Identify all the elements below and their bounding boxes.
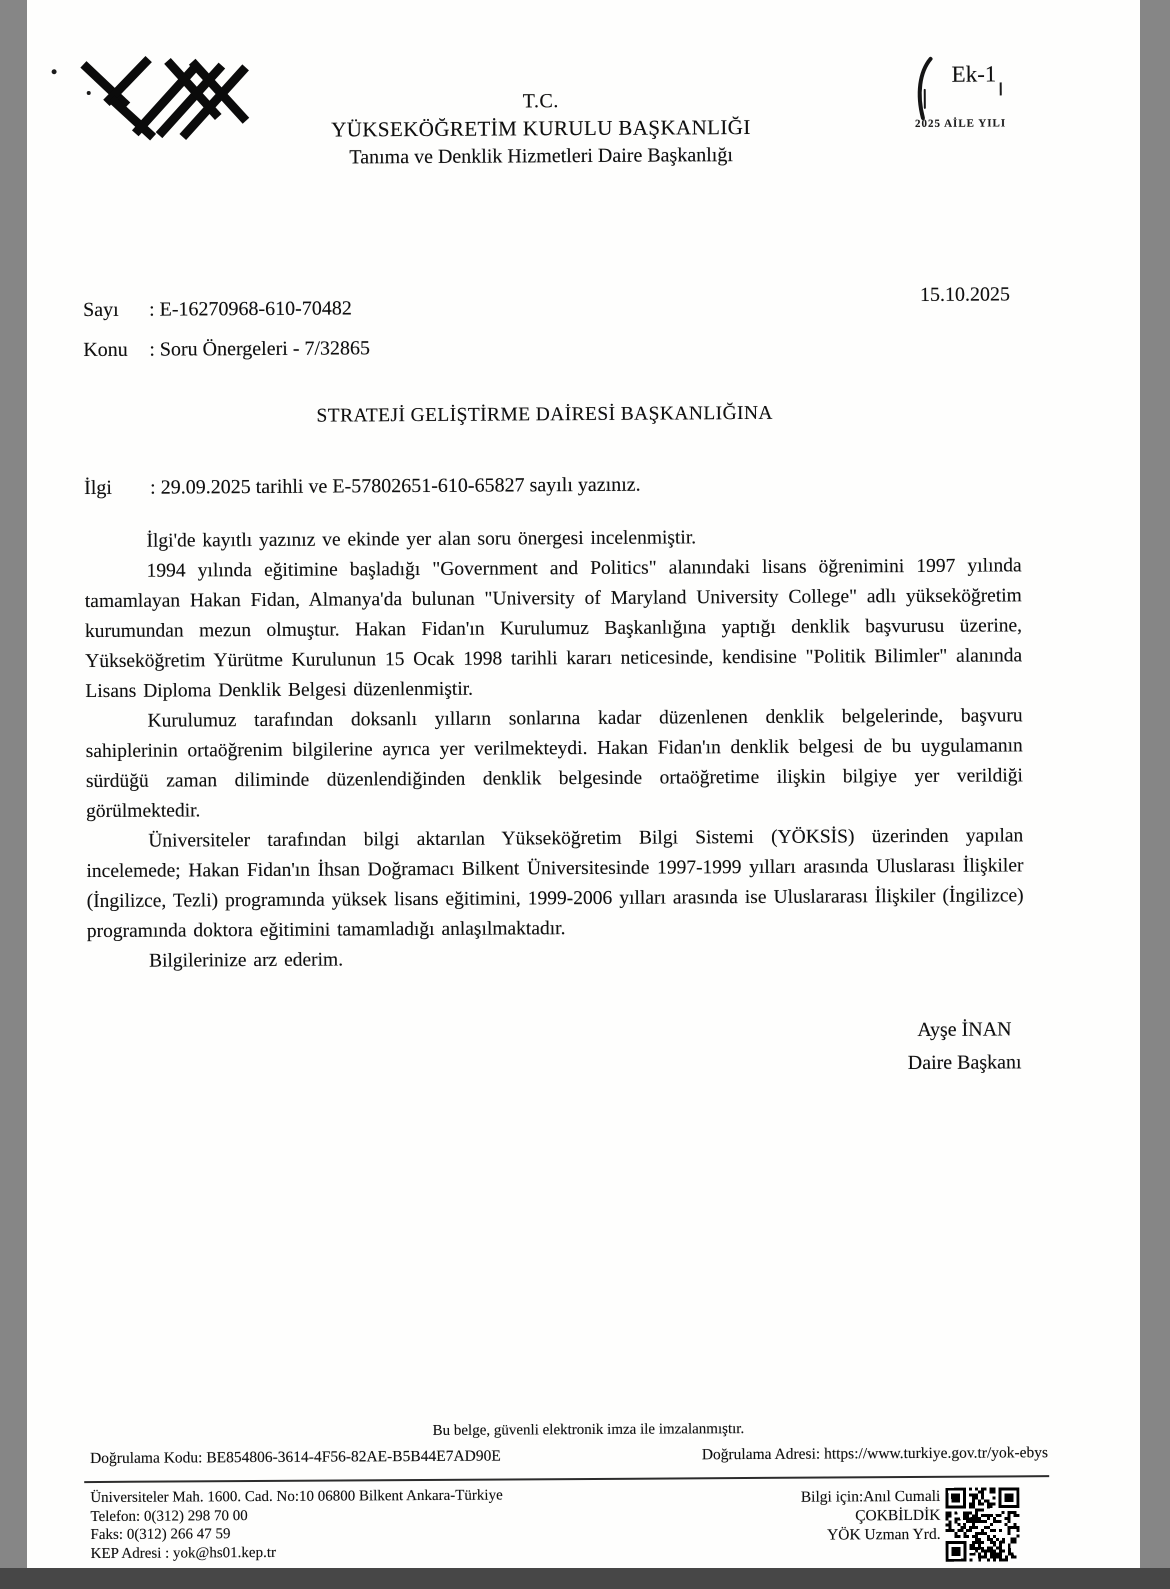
year-stamp: 2025 AİLE YILI <box>914 117 1007 130</box>
ilgi-label: İlgi <box>84 476 112 500</box>
verification-address: Doğrulama Adresi: https://www.turkiye.gov.tr/yok-ebys <box>701 1444 1049 1464</box>
contact-line: YÖK Uzman Yrd. <box>826 1525 941 1544</box>
attachment-annotation <box>912 55 997 126</box>
konu-value: : Soru Önergeleri - 7/32865 <box>149 337 371 361</box>
signer-title: Daire Başkanı <box>907 1051 1022 1075</box>
phone-line: Telefon: 0(312) 298 70 00 <box>90 1507 248 1525</box>
letterhead <box>24 87 1058 171</box>
sayi-value: : E-16270968-610-70482 <box>148 297 352 321</box>
body-paragraph: Üniversiteler tarafından bilgi aktarılan Yükseköğretim Bilgi Sistemi (YÖKSİS) üzerinden yapılan incelemede; Hakan Fidan'ın İhsan Doğramacı Bilkent Üniversitesinde 1997-1999 yılları arasında Uluslarası İlişkiler (İngilizce, Tezli) programında yüksek lisans eğitimini, 1999-2006 yılları arasında ise Uluslararası İlişkiler (İngilizce) programında doktora eğitimini tamamladığı anlaşılmaktadır. <box>86 825 1024 943</box>
document-content <box>23 0 1146 1571</box>
konu-label: Konu <box>83 338 128 362</box>
letter-body <box>84 521 1024 977</box>
verification-code: Doğrulama Kodu: BE854806-3614-4F56-82AE-B5B44E7AD90E <box>90 1447 501 1468</box>
ilgi-row <box>84 474 641 500</box>
fax-line: Faks: 0(312) 266 47 59 <box>90 1526 231 1544</box>
kep-line: KEP Adresi : yok@hs01.kep.tr <box>90 1544 277 1562</box>
scan-bottom-bar <box>0 1568 1170 1589</box>
footer-divider <box>84 1475 1049 1483</box>
pen-tick-mark <box>999 82 1001 95</box>
recipient-heading: STRATEJİ GELİŞTİRME DAİRESİ BAŞKANLIĞINA <box>316 402 773 427</box>
contact-block <box>801 1487 941 1545</box>
sayi-row <box>83 297 352 322</box>
contact-line: Bilgi için:Anıl Cumali <box>800 1487 941 1506</box>
body-paragraph: İlgi'de kayıtlı yazınız ve ekinde yer alan soru önergesi incelenmiştir. <box>146 527 697 552</box>
signer-name: Ayşe İNAN <box>917 1018 1012 1041</box>
attachment-label-text: Ek-1 <box>951 61 997 87</box>
verification-row <box>90 1444 1048 1468</box>
esignature-note: Bu belge, güvenli elektronik imza ile imzalanmıştır. <box>432 1421 745 1439</box>
address-line: Üniversiteler Mah. 1600. Cad. No:10 06800 Bilkent Ankara-Türkiye <box>90 1487 503 1507</box>
qr-code <box>945 1487 1019 1561</box>
body-closing: Bilgilerinize arz ederim. <box>148 949 344 972</box>
scan-artifact-dot <box>52 69 57 74</box>
contact-line: ÇOKBİLDİK <box>855 1506 941 1525</box>
body-paragraph: Kurulumuz tarafından doksanlı yılların sonlarına kadar düzenlenen denklik belgelerinde, başvuru sahiplerinin ortaöğrenim bilgilerine ayrıca yer verilmekteydi. Hakan Fidan'ın denklik belgesi de bu uygulamanın sürdüğü zaman diliminde düzenlendiğinden denklik belgesinde ortaöğretime ilişkin bilgiye yer verildiği görülmektedir. <box>85 705 1023 823</box>
attachment-label <box>952 61 997 87</box>
letterhead-department: Tanıma ve Denklik Hizmetleri Daire Başkanlığı <box>349 144 733 169</box>
handwritten-paren-icon <box>912 56 936 126</box>
konu-row <box>83 337 370 362</box>
letterhead-tc: T.C. <box>522 90 559 113</box>
body-paragraph: 1994 yılında eğitimine başladığı "Government and Politics" alanındaki lisans öğrenimini 1997 yılında tamamlayan Hakan Fidan, Almanya'da bulunan "University of Maryland University College" adlı yükseköğretim kurumundan mezun olmuştur. Hakan Fidan'ın Kurulumuz Başkanlığına yaptığı denklik başvurusu üzerine, Yükseköğretim Yürütme Kurulunun 15 Ocak 1998 tarihli kararı neticesinde, kendisine "Politik Bilimler" alanında Lisans Diploma Denklik Belgesi düzenlenmiştir. <box>84 555 1023 703</box>
signature-block <box>844 1013 1084 1080</box>
document-page <box>27 0 1140 1568</box>
ilgi-value: : 29.09.2025 tarihli ve E-57802651-610-65827 sayılı yazınız. <box>150 473 641 499</box>
address-block <box>90 1487 503 1564</box>
sayi-label: Sayı <box>82 298 119 322</box>
letter-date: 15.10.2025 <box>919 283 1011 306</box>
letterhead-institution: YÜKSEKÖĞRETİM KURULU BAŞKANLIĞI <box>331 114 751 142</box>
